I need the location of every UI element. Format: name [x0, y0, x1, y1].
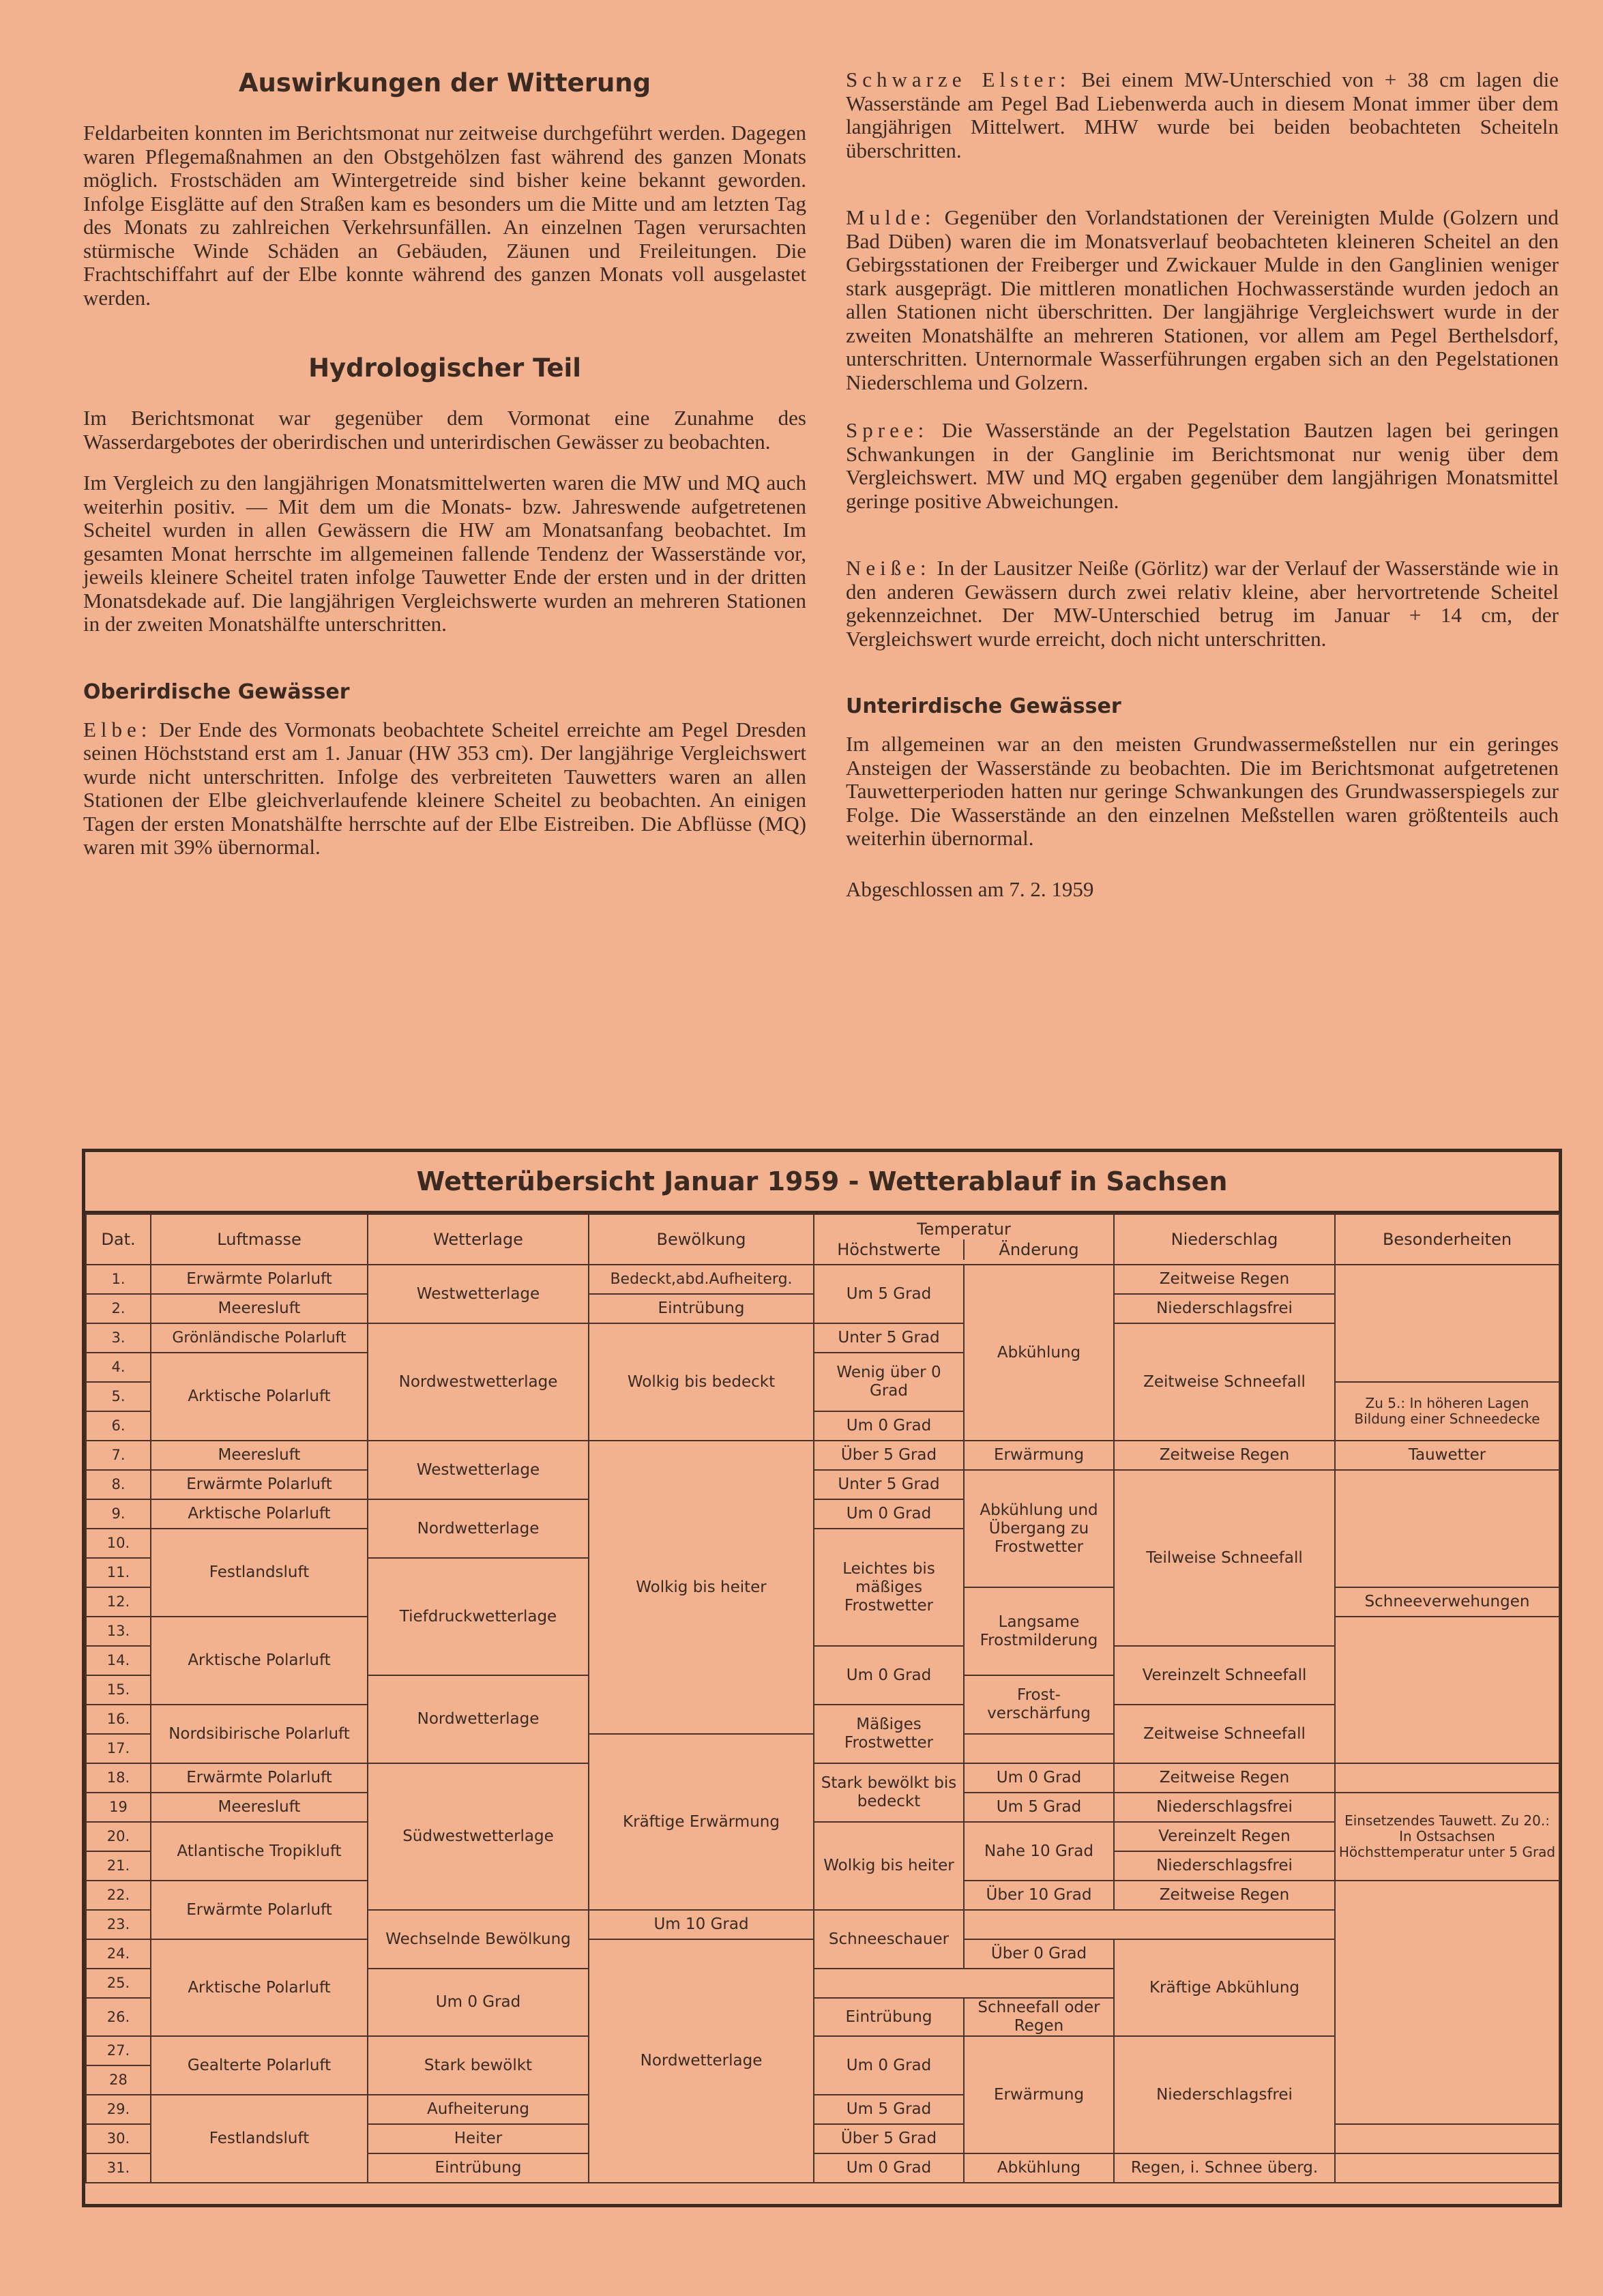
besonderheit-empty	[1335, 1881, 1559, 2124]
date-cell: 3.	[86, 1323, 151, 1353]
header-wetterlage: Wetterlage	[368, 1214, 589, 1265]
aenderung-cell: Frost-verschärfung	[964, 1675, 1114, 1734]
date-cell: 2.	[86, 1294, 151, 1323]
luftmasse-cell: Meeresluft	[151, 1294, 368, 1323]
paragraph-mulde	[846, 206, 1559, 394]
hoechstwert-cell: Um 0 Grad	[814, 1646, 964, 1705]
hoechstwert-cell: Über 0 Grad	[964, 1939, 1114, 1969]
bewoelkung-cell: Heiter	[368, 2124, 589, 2153]
label-mulde: Mulde:	[846, 205, 936, 229]
date-cell: 26.	[86, 1998, 151, 2036]
luftmasse-cell: Festlandsluft	[151, 1529, 368, 1617]
niederschlag-cell: Teilweise Schneefall	[1114, 1470, 1335, 1646]
table-title: Wetterübersicht Januar 1959 - Wetterablauf in Sachsen	[85, 1152, 1559, 1213]
hoechstwert-cell: Um 0 Grad	[814, 2036, 964, 2095]
bewoelkung-cell: Eintrübung	[368, 2153, 589, 2183]
luftmasse-cell: Arktische Polarluft	[151, 1617, 368, 1705]
luftmasse-cell: Erwärmte Polarluft	[151, 1881, 368, 1939]
date-cell: 16.	[86, 1705, 151, 1734]
niederschlag-cell: Schneefall oder Regen	[964, 1998, 1114, 2036]
header-temperatur	[814, 1214, 1114, 1265]
bewoelkung-cell: Stark bewölkt	[368, 2036, 589, 2095]
hoechstwert-cell: Um 10 Grad	[589, 1910, 814, 1939]
label-schwarze-elster: Schwarze Elster:	[846, 68, 1071, 91]
hoechstwert-cell: Um 5 Grad	[814, 2095, 964, 2124]
besonderheit-cell: Schneeverwehungen	[1335, 1587, 1559, 1617]
bewoelkung-cell: Wolkig bis heiter	[814, 1822, 964, 1910]
header-temperatur-label: Temperatur	[917, 1220, 1011, 1239]
date-cell: 14.	[86, 1646, 151, 1675]
luftmasse-cell: Grönländische Polarluft	[151, 1323, 368, 1353]
aenderung-cell: Erwärmung	[964, 2036, 1114, 2153]
paragraph-unterirdisch: Im allgemeinen war an den meisten Grundwassermeßstellen nur ein geringes Ansteigen der Wasserstände zu beobachten. Die im Berichtsmonat aufgetretenen Tauwetterperioden hatten nur geringe Schwankungen des Grundwasserspiegels zur Folge. Die Wasserstände an den einzelnen Meßstellen waren größtenteils auch weiterhin übernormal.	[846, 732, 1559, 850]
heading-auswirkungen: Auswirkungen der Witterung	[238, 68, 651, 98]
paragraph-neisse	[846, 557, 1559, 651]
niederschlag-cell: Zeitweise Schneefall	[1114, 1705, 1335, 1763]
paragraph-hydro-2: Im Vergleich zu den langjährigen Monatsmittelwerten waren die MW und MQ auch weiterhin positiv. — Mit dem um die Monats- bzw. Jahreswende aufgetretenen Scheitel wurden in allen Gewässern die HW am Monatsanfang beobachtet. Im gesamten Monat herrschte im allgemeinen fallende Tendenz der Wasserstände vor, jeweils kleinere Scheitel traten infolge Tauwetter Ende der ersten und in der dritten Monatsdekade auf. Die langjährigen Vergleichswerte wurden an mehreren Stationen in der zweiten Monatshälfte unterschritten.	[83, 471, 806, 636]
date-cell: 29.	[86, 2095, 151, 2124]
besonderheit-empty	[1335, 2153, 1559, 2183]
date-cell: 17.	[86, 1734, 151, 1763]
niederschlag-cell: Zeitweise Regen	[1114, 1441, 1335, 1470]
niederschlag-cell: Zeitweise Regen	[1114, 1881, 1335, 1910]
right-column	[846, 68, 1559, 919]
paragraph-schwarze-elster	[846, 68, 1559, 162]
header-luftmasse: Luftmasse	[151, 1214, 368, 1265]
paragraph-elbe	[83, 718, 806, 859]
luftmasse-cell: Erwärmte Polarluft	[151, 1470, 368, 1499]
niederschlag-cell: Vereinzelt Regen	[1114, 1822, 1335, 1851]
besonderheit-empty	[1335, 1265, 1559, 1382]
besonderheit-cell: Tauwetter	[1335, 1441, 1559, 1470]
wetterlage-cell: Nordwetterlage	[368, 1499, 589, 1558]
bewoelkung-cell: Wolkig bis bedeckt	[589, 1323, 814, 1441]
text-spree: Die Wasserstände an der Pegelstation Bautzen lagen bei geringen Schwankungen in der Ganglinie im Berichtsmonat nur wenig über dem Vergleichswert. MW und MQ ergaben gegenüber dem langjährigen Monatsmittel geringe positive Abweichungen.	[846, 418, 1559, 513]
heading-unterirdisch: Unterirdische Gewässer	[846, 694, 1121, 718]
hoechstwert-cell: Wenig über 0 Grad	[814, 1353, 964, 1411]
bewoelkung-cell: Wolkig bis heiter	[589, 1441, 814, 1734]
wetterlage-cell: Tiefdruckwetterlage	[368, 1558, 589, 1675]
date-cell: 11.	[86, 1558, 151, 1587]
date-cell: 18.	[86, 1763, 151, 1793]
aenderung-cell: Kräftige Erwärmung	[589, 1734, 814, 1910]
date-cell: 25.	[86, 1969, 151, 1998]
niederschlag-cell: Regen, i. Schnee überg.	[1114, 2153, 1335, 2183]
niederschlag-cell: Niederschlagsfrei	[1114, 1294, 1335, 1323]
text-mulde: Gegenüber den Vorlandstationen der Vereinigten Mulde (Golzern und Bad Düben) waren die im Monatsverlauf beobachteten kleineren Scheitel an den Gebirgsstationen der Freiberger und Zwickauer Mulde in den Ganglinien weniger stark ausgeprägt. Die mittleren monatlichen Hochwasserstände wurden jedoch an allen Stationen nicht überschritten. Der langjährige Vergleichswert wurde in der zweiten Monatshälfte an mehreren Stationen, vor allem am Pegel Berthelsdorf, unterschritten. Unternormale Wasserführungen ergaben sich an den Pegelstationen Niederschlema und Golzern.	[846, 205, 1559, 394]
niederschlag-cell: Niederschlagsfrei	[1114, 2036, 1335, 2153]
luftmasse-cell: Gealterte Polarluft	[151, 2036, 368, 2095]
text-elbe: Der Ende des Vormonats beobachtete Scheitel erreichte am Pegel Dresden seinen Höchststand erst am 1. Januar (HW 353 cm). Der langjährige Vergleichswert wurde nicht unterschritten. Infolge des verbreiteten Tauwetters waren an allen Stationen der Elbe gleichverlaufende kleinere Scheitel zu beobachten. An einigen Tagen der ersten Monatshälfte herrschte auf der Elbe Eistreiben. Die Abflüsse (MQ) waren mit 39% übernormal.	[83, 717, 806, 859]
hoechstwert-cell: Um 5 Grad	[814, 1265, 964, 1323]
wetterlage-cell: Westwetterlage	[368, 1441, 589, 1499]
hoechstwert-cell: Leichtes bis mäßiges Frostwetter	[814, 1529, 964, 1646]
luftmasse-cell: Arktische Polarluft	[151, 1353, 368, 1441]
luftmasse-cell: Arktische Polarluft	[151, 1939, 368, 2036]
bewoelkung-cell: Stark bewölkt bis bedeckt	[814, 1763, 964, 1822]
weather-table-box	[82, 1149, 1562, 2207]
closing-date: Abgeschlossen am 7. 2. 1959	[846, 877, 1094, 901]
text-schwarze-elster: Bei einem MW-Unterschied von + 38 cm lagen die Wasserstände am Pegel Bad Liebenwerda auch in diesem Monat immer über dem langjährigen Mittelwert. MHW wurde bei beiden beobachteten Scheiteln überschritten.	[846, 68, 1559, 162]
date-cell: 6.	[86, 1411, 151, 1441]
wetterlage-cell: Nordwetterlage	[368, 1675, 589, 1763]
heading-hydrologisch: Hydrologischer Teil	[308, 353, 581, 383]
luftmasse-cell: Erwärmte Polarluft	[151, 1265, 368, 1294]
header-aenderung: Änderung	[963, 1239, 1113, 1260]
header-niederschlag: Niederschlag	[1114, 1214, 1335, 1265]
date-cell: 24.	[86, 1939, 151, 1969]
weather-table	[85, 1213, 1560, 2183]
wetterlage-cell: Südwestwetterlage	[368, 1763, 589, 1910]
paragraph-spree	[846, 419, 1559, 513]
aenderung-cell: Abkühlung und Übergang zu Frostwetter	[964, 1470, 1114, 1587]
niederschlag-cell: Vereinzelt Schneefall	[1114, 1646, 1335, 1705]
heading-oberirdisch: Oberirdische Gewässer	[83, 679, 350, 704]
niederschlag-cell: Zeitweise Schneefall	[1114, 1323, 1335, 1441]
date-cell: 28	[86, 2065, 151, 2095]
date-cell: 22.	[86, 1881, 151, 1910]
bewoelkung-cell: Bedeckt,abd.Aufheiterg.	[589, 1265, 814, 1294]
label-spree: Spree:	[846, 418, 929, 442]
bewoelkung-cell: Aufheiterung	[368, 2095, 589, 2124]
hoechstwert-cell: Über 5 Grad	[814, 1441, 964, 1470]
date-cell: 21.	[86, 1851, 151, 1881]
label-elbe: Elbe:	[83, 717, 152, 741]
hoechstwert-cell: Um 0 Grad	[814, 1411, 964, 1441]
besonderheit-empty	[1335, 1617, 1559, 1763]
date-cell: 30.	[86, 2124, 151, 2153]
aenderung-cell: Erwärmung	[964, 1441, 1114, 1470]
date-cell: 23.	[86, 1910, 151, 1939]
date-cell: 8.	[86, 1470, 151, 1499]
date-cell: 9.	[86, 1499, 151, 1529]
date-cell: 7.	[86, 1441, 151, 1470]
hoechstwert-cell: Über 5 Grad	[814, 2124, 964, 2153]
besonderheit-cell: Einsetzendes Tauwett. Zu 20.: In Ostsachsen Höchsttemperatur unter 5 Grad	[1335, 1793, 1559, 1881]
hoechstwert-cell: Über 10 Grad	[964, 1881, 1114, 1910]
hoechstwert-cell: Mäßiges Frostwetter	[814, 1705, 964, 1763]
header-dat: Dat.	[86, 1214, 151, 1265]
niederschlag-cell: Schneeschauer	[814, 1910, 964, 1969]
header-bewoelkung: Bewölkung	[589, 1214, 814, 1265]
niederschlag-cell: Niederschlagsfrei	[1114, 1851, 1335, 1881]
date-cell: 5.	[86, 1382, 151, 1411]
wetterlage-cell: Westwetterlage	[368, 1265, 589, 1323]
luftmasse-cell: Meeresluft	[151, 1441, 368, 1470]
header-hoechstwerte: Höchstwerte	[837, 1240, 941, 1259]
luftmasse-cell: Meeresluft	[151, 1793, 368, 1822]
niederschlag-cell: Niederschlagsfrei	[1114, 1793, 1335, 1822]
hoechstwert-cell: Um 5 Grad	[964, 1793, 1114, 1822]
luftmasse-cell: Arktische Polarluft	[151, 1499, 368, 1529]
paragraph-hydro-1: Im Berichtsmonat war gegenüber dem Vormonat eine Zunahme des Wasserdargebotes der oberirdischen und unterirdischen Gewässer zu beobachten.	[83, 406, 806, 454]
bewoelkung-cell: Wechselnde Bewölkung	[368, 1910, 589, 1969]
date-cell: 15.	[86, 1675, 151, 1705]
luftmasse-cell: Nordsibirische Polarluft	[151, 1705, 368, 1763]
date-cell: 19	[86, 1793, 151, 1822]
date-cell: 10.	[86, 1529, 151, 1558]
header-besonderheiten: Besonderheiten	[1335, 1214, 1559, 1265]
left-column	[83, 68, 806, 877]
luftmasse-cell: Festlandsluft	[151, 2095, 368, 2183]
luftmasse-cell: Atlantische Tropikluft	[151, 1822, 368, 1881]
date-cell: 4.	[86, 1353, 151, 1382]
besonderheit-empty	[1335, 1470, 1559, 1587]
bewoelkung-cell: Eintrübung	[814, 1998, 964, 2036]
date-cell: 12.	[86, 1587, 151, 1617]
wetterlage-cell: Nordwetterlage	[589, 1939, 814, 2183]
date-cell: 27.	[86, 2036, 151, 2065]
paragraph-witterung: Feldarbeiten konnten im Berichtsmonat nur zeitweise durchgeführt werden. Dagegen waren Pflegemaßnahmen an den Obstgehölzen fast während des ganzen Monats möglich. Frostschäden am Wintergetreide sind bisher keine bekannt geworden. Infolge Eisglätte auf den Straßen kam es besonders um die Mitte und am letzten Tag des Monats zu zahlreichen Verkehrsunfällen. An einzelnen Tagen verursachten stürmische Winde Schäden an Gebäuden, Zäunen und Freileitungen. Die Frachtschiffahrt auf der Elbe konnte während des ganzen Monats voll ausgelastet werden.	[83, 121, 806, 310]
bewoelkung-cell: Eintrübung	[589, 1294, 814, 1323]
besonderheit-cell: Zu 5.: In höheren Lagen Bildung einer Schneedecke	[1335, 1382, 1559, 1441]
aenderung-cell: Abkühlung	[964, 2153, 1114, 2183]
date-cell: 20.	[86, 1822, 151, 1851]
hoechstwert-cell: Um 0 Grad	[964, 1763, 1114, 1793]
luftmasse-cell: Erwärmte Polarluft	[151, 1763, 368, 1793]
aenderung-cell: Kräftige Abkühlung	[1114, 1939, 1335, 2036]
date-cell: 13.	[86, 1617, 151, 1646]
aenderung-cell: Langsame Frostmilderung	[964, 1587, 1114, 1675]
text-neisse: In der Lausitzer Neiße (Görlitz) war der Verlauf der Wasserstände wie in den anderen Gewässern durch zwei relativ kleine, aber hervortretende Scheitel gekennzeichnet. Der MW-Unterschied betrug im Januar + 14 cm, der Vergleichswert wurde erreicht, doch nicht unterschritten.	[846, 556, 1559, 651]
date-cell: 31.	[86, 2153, 151, 2183]
hoechstwert-cell: Unter 5 Grad	[814, 1470, 964, 1499]
label-neisse: Neiße:	[846, 556, 931, 580]
aenderung-cell: Abkühlung	[964, 1265, 1114, 1441]
hoechstwert-cell: Um 0 Grad	[368, 1969, 589, 2036]
niederschlag-cell: Zeitweise Regen	[1114, 1763, 1335, 1793]
date-cell: 1.	[86, 1265, 151, 1294]
niederschlag-cell: Zeitweise Regen	[1114, 1265, 1335, 1294]
hoechstwert-cell: Um 0 Grad	[814, 1499, 964, 1529]
hoechstwert-cell: Unter 5 Grad	[814, 1323, 964, 1353]
hoechstwert-cell: Um 0 Grad	[814, 2153, 964, 2183]
wetterlage-cell: Nordwestwetterlage	[368, 1323, 589, 1441]
hoechstwert-cell: Nahe 10 Grad	[964, 1822, 1114, 1881]
